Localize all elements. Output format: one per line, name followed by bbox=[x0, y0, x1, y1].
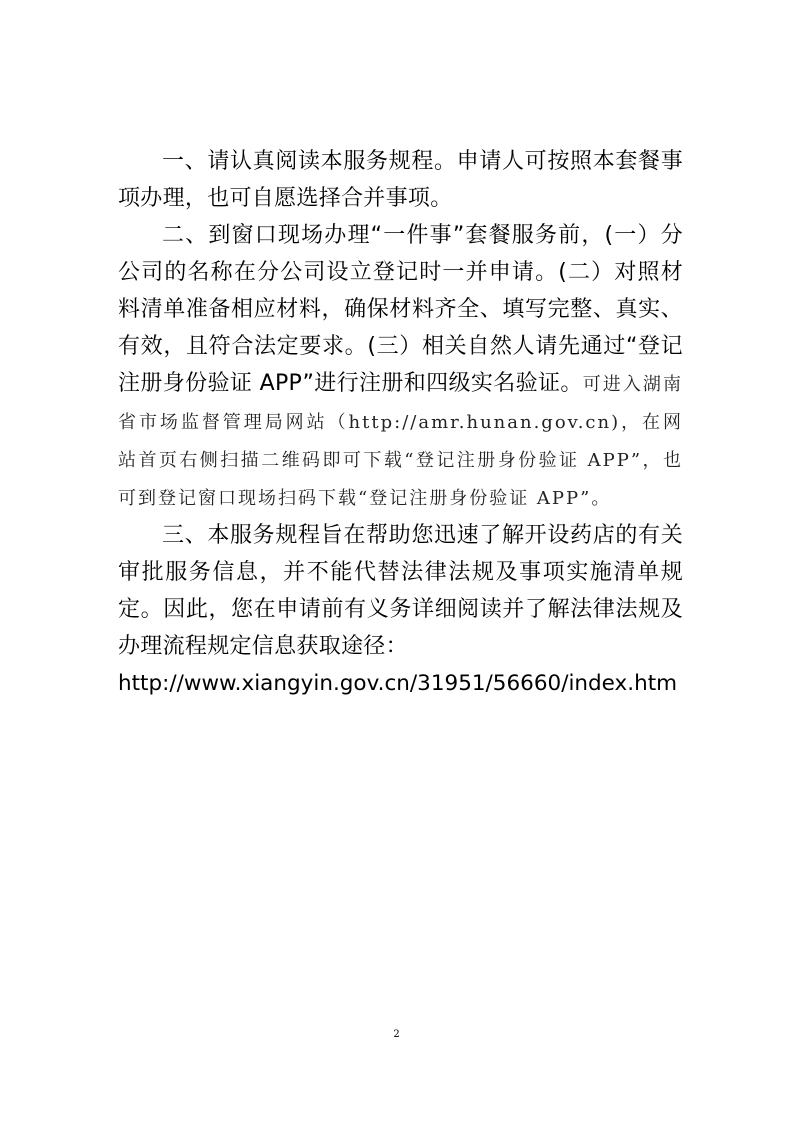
document-body bbox=[118, 143, 683, 702]
info-link-url: http://www.xiangyin.gov.cn/31951/56660/index.htm bbox=[118, 671, 678, 696]
paragraph-service-scope: 三、本服务规程旨在帮助您迅速了解开设药店的有关审批服务信息，并不能代替法律法规及事项实施清单规定。因此，您在申请前有义务详细阅读并了解法律法规及办理流程规定信息获取途径： bbox=[118, 523, 683, 659]
paragraph-window-preparation-main: 二、到窗口现场办理“一件事”套餐服务前，(一）分公司的名称在分公司设立登记时一并申请。(二）对照材料清单准备相应材料，确保材料齐全、填写完整、真实、有效，且符合法定要求。(三）相关自然人请先通过“登记注册身份验证 APP”进行注册和四级实名验证。 bbox=[118, 223, 683, 396]
page-number: 2 bbox=[393, 1029, 400, 1040]
paragraph-window-preparation-note: 可进入湖南省市场监督管理局网站（http://amr.hunan.gov.cn)，在网站首页右侧扫描二维码即可下载“登记注册身份验证 APP”，也可到登记窗口现场扫码下载“登记注册身份验证 APP”。 bbox=[118, 374, 683, 509]
paragraph-window-preparation bbox=[118, 217, 683, 517]
paragraph-reading-notice: 一、请认真阅读本服务规程。申请人可按照本套餐事项办理，也可自愿选择合并事项。 bbox=[118, 149, 683, 211]
